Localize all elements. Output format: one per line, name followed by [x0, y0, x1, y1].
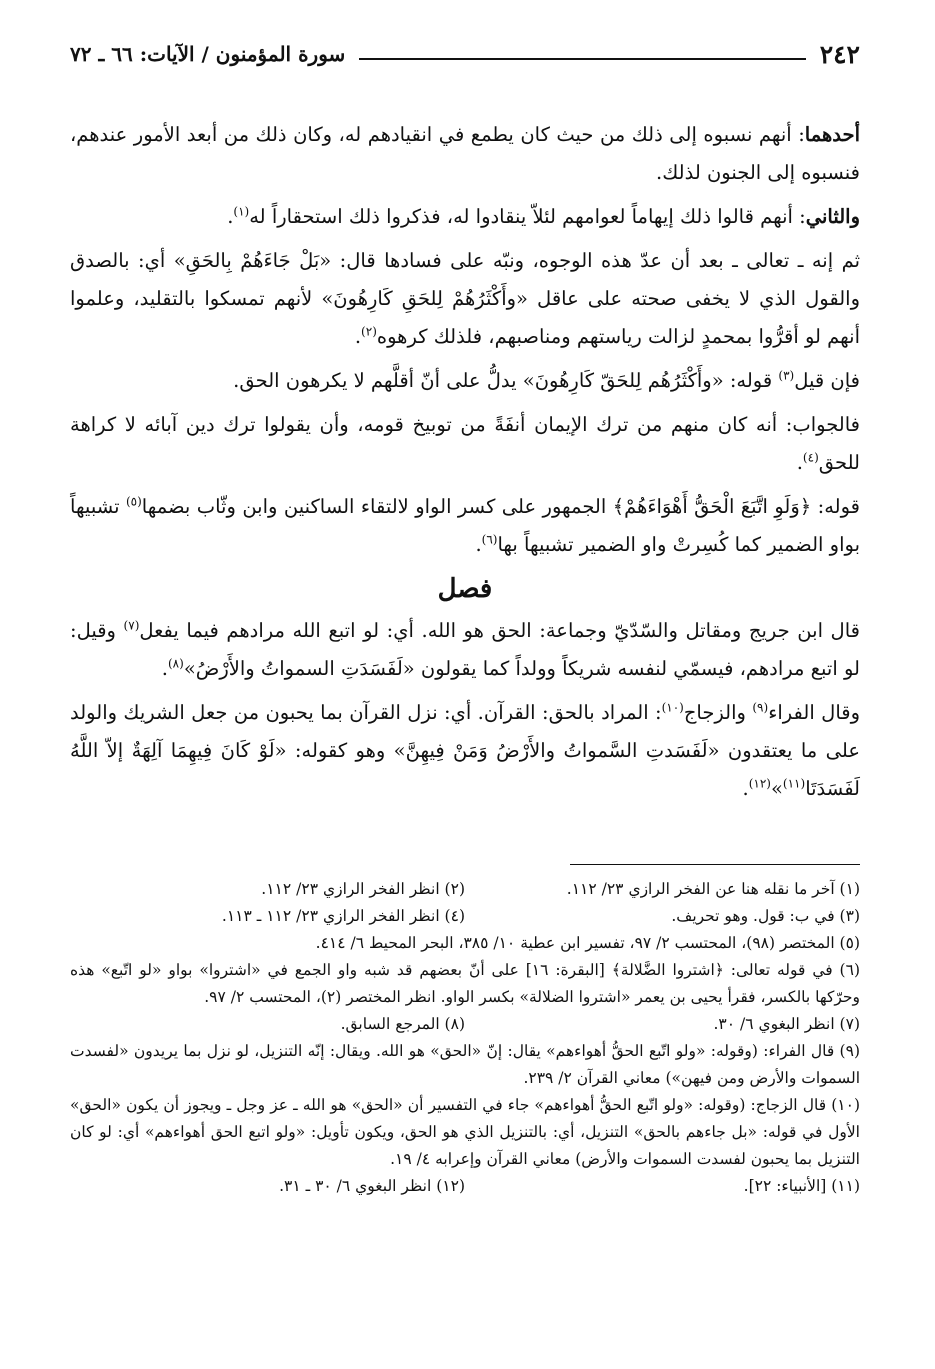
paragraph-7: [70, 612, 860, 688]
paragraph-text: وقيل: لو اتبع مرادهم، فيسمّي لنفسه شريكاً وولداً كما يقولون «لَفَسَدَتِ السمواتُ والأَرْضُ»: [70, 619, 860, 680]
footnote-4: (٤) انظر الفخر الرازي ٢٣/ ١١٢ ـ ١١٣.: [221, 907, 465, 925]
footnotes: [70, 876, 860, 1200]
paragraph-1: [70, 116, 860, 192]
footnote-2: (٢) انظر الفخر الرازي ٢٣/ ١١٢.: [261, 880, 465, 898]
running-header: [70, 34, 860, 74]
section-heading: فصل: [437, 574, 493, 604]
header-rule: [359, 58, 805, 60]
footnote-separator: [570, 864, 860, 865]
paragraph-2: [70, 198, 860, 236]
footnote-ref[interactable]: (٩): [752, 700, 769, 715]
footnote-7: (٧) انظر البغوي ٦/ ٣٠.: [713, 1015, 860, 1033]
footnote-10: (١٠) قال الزجاج: (وقوله: «ولو اتّبع الحقُّ أهواءهم» جاء في التفسير أن «الحق» هو الله ـ عز وجل ـ ويجوز أن يكون «الحق» الأول في قوله: «بل جاءهم بالحق» التنزيل، أي: بالتنزيل الذي هو الحق، ويكون تأويل: «ولو اتبع الحق أهواءهم» أي: لو كان التنزيل بما يحبون لفسدت السموات والأرض) معاني القرآن وإعرابه ٤/ ١٩.: [70, 1096, 860, 1168]
paragraph-text: فإن قيل: [794, 369, 860, 392]
page-number: ٢٤٢: [819, 39, 860, 69]
footnote-5: (٥) المختصر (٩٨)، المحتسب ٢/ ٩٧، تفسير ابن عطية ١٠/ ٣٨٥، البحر المحيط ٦/ ٤١٤.: [315, 934, 860, 952]
paragraph-5: [70, 406, 860, 482]
footnote-ref[interactable]: (١١): [782, 776, 806, 791]
footnote-row: [70, 903, 860, 930]
footnote-ref[interactable]: (٥): [125, 494, 142, 509]
footnote-row: [70, 876, 860, 903]
paragraph-text: : أنهم قالوا ذلك إيهاماً لعوامهم لئلاّ ينقادوا له، فذكروا ذلك استحقاراً له: [249, 205, 806, 228]
footnote-11: (١١) [الأنبياء: ٢٢].: [743, 1177, 860, 1195]
footnote-12: (١٢) انظر البغوي ٦/ ٣٠ ـ ٣١.: [279, 1177, 465, 1195]
paragraph-text: »: [770, 777, 783, 800]
paragraph-text: : أنهم نسبوه إلى ذلك من حيث كان يطمع في انقيادهم له، وكان ذلك من أبعد الأمور عندهم، فنسبوه إلى الجنون لذلك.: [70, 123, 860, 184]
page: [70, 30, 860, 1350]
footnote-ref[interactable]: (٦): [481, 532, 498, 547]
paragraph-4: [70, 362, 860, 400]
paragraph-end: .: [475, 533, 482, 556]
footnote-ref[interactable]: (٤): [802, 450, 819, 465]
paragraph-end: .: [796, 451, 803, 474]
paragraph-text: ثم إنه ـ تعالى ـ بعد أن عدّ هذه الوجوه، ونبّه على فسادها قال: «بَلْ جَاءَهُمْ بِالحَقِ» أي: بالصدق والقول الذي لا يخفى صحته على عاقل «وأَكْثَرُهُمْ لِلحَقِ كَارِهُونَ» لأنهم تمسكوا بالتقليد، وعلموا أنهم لو أقرُّوا بمحمدٍ لزالت رياستهم ومناصبهم، فلذلك كرهوه: [70, 249, 860, 348]
footnote-ref[interactable]: (٧): [123, 618, 140, 633]
footnote-9: (٩) قال الفراء: (وقوله: «ولو اتّبع الحقُّ أهواءهم» يقال: إنّ «الحق» هو الله. ويقال: إنّه التنزيل، لو نزل بما يريدون «لفسدت السموات والأرض ومن فيهن») معاني القرآن ٢/ ٢٣٩.: [70, 1042, 860, 1087]
footnote-row: [70, 1011, 860, 1038]
paragraph-text: قوله: ﴿وَلَوِ اتَّبَعَ الْحَقُّ أَهْوَاءَهُمْ﴾ الجمهور على كسر الواو لالتقاء الساكنين وابن وثّاب بضمها: [141, 495, 860, 518]
footnote-8: (٨) المرجع السابق.: [340, 1015, 465, 1033]
paragraph-text: فالجواب: أنه كان منهم من ترك الإيمان أنفَةً من توبيخ قومه، وأن يقولوا ترك دين آبائه لا كراهة للحق: [70, 413, 860, 474]
footnote-row: [70, 1173, 860, 1200]
footnote-1: (١) آخر ما نقله هنا عن الفخر الرازي ٢٣/ ١١٢.: [566, 880, 860, 898]
running-title: سورة المؤمنون / الآيات: ٦٦ ـ ٧٢: [70, 42, 346, 66]
footnote-ref[interactable]: (١): [233, 204, 250, 219]
paragraph-text: : المراد بالحق: القرآن. أي: نزل القرآن بما يحبون من جعل الشريك والولد على ما يعتقدون «لَفَسَدتِ السَّمواتُ والأَرْضُ وَمَنْ فِيهِنَّ» وهو كقوله: «لَوْ كَانَ فِيهِمَا آلِهَةٌ إلاّ اللَّهُ لَفَسَدَتَا: [70, 701, 860, 800]
paragraph-lead: والثاني: [805, 205, 860, 228]
paragraph-8: [70, 694, 860, 808]
footnote-ref[interactable]: (١٠): [661, 700, 684, 715]
paragraph-end: .: [742, 777, 749, 800]
paragraph-lead: أحدهما: [804, 123, 860, 146]
paragraph-end: .: [161, 657, 168, 680]
paragraph-3: [70, 242, 860, 356]
paragraph-text: وقال الفراء: [768, 701, 860, 724]
main-text: [70, 116, 860, 814]
paragraph-end: .: [354, 325, 362, 348]
paragraph-text: قوله: «وأَكْثَرُهُم لِلحَقّ كَارِهُونَ» يدلُّ على أنّ أقلَّهم لا يكرهون الحق.: [233, 369, 779, 392]
footnote-ref[interactable]: (١٢): [748, 776, 771, 791]
paragraph-text: والزجاج: [683, 701, 753, 724]
paragraph-end: .: [227, 205, 234, 228]
paragraph-text: قال ابن جريج ومقاتل والسّدّيّ وجماعة: الحق هو الله. أي: لو اتبع الله مرادهم فيما يفعل: [139, 619, 860, 642]
footnote-3: (٣) في ب: قول. وهو تحريف.: [671, 907, 860, 925]
footnote-ref[interactable]: (٢): [361, 324, 377, 339]
footnote-ref[interactable]: (٨): [167, 656, 184, 671]
footnote-6: (٦) في قوله تعالى: ﴿اشتروا الضَّلالة﴾ [البقرة: ١٦] على أنّ بعضهم قد شبه واو الجمع في «اشتروا» بواو «لو اتّبع» هذه وحرّكها بالكسر، فقرأ يحيى بن يعمر «اشتروا الضلالة» بكسر الواو. انظر المختصر (٢)، المحتسب ٢/ ٩٧.: [70, 961, 860, 1006]
footnote-ref[interactable]: (٣): [778, 368, 795, 383]
paragraph-6: [70, 488, 860, 564]
paragraph-text: تشبيهاً بواو الضمير كما كُسِرتْ واو الضمير تشبيهاً بها: [70, 495, 860, 556]
